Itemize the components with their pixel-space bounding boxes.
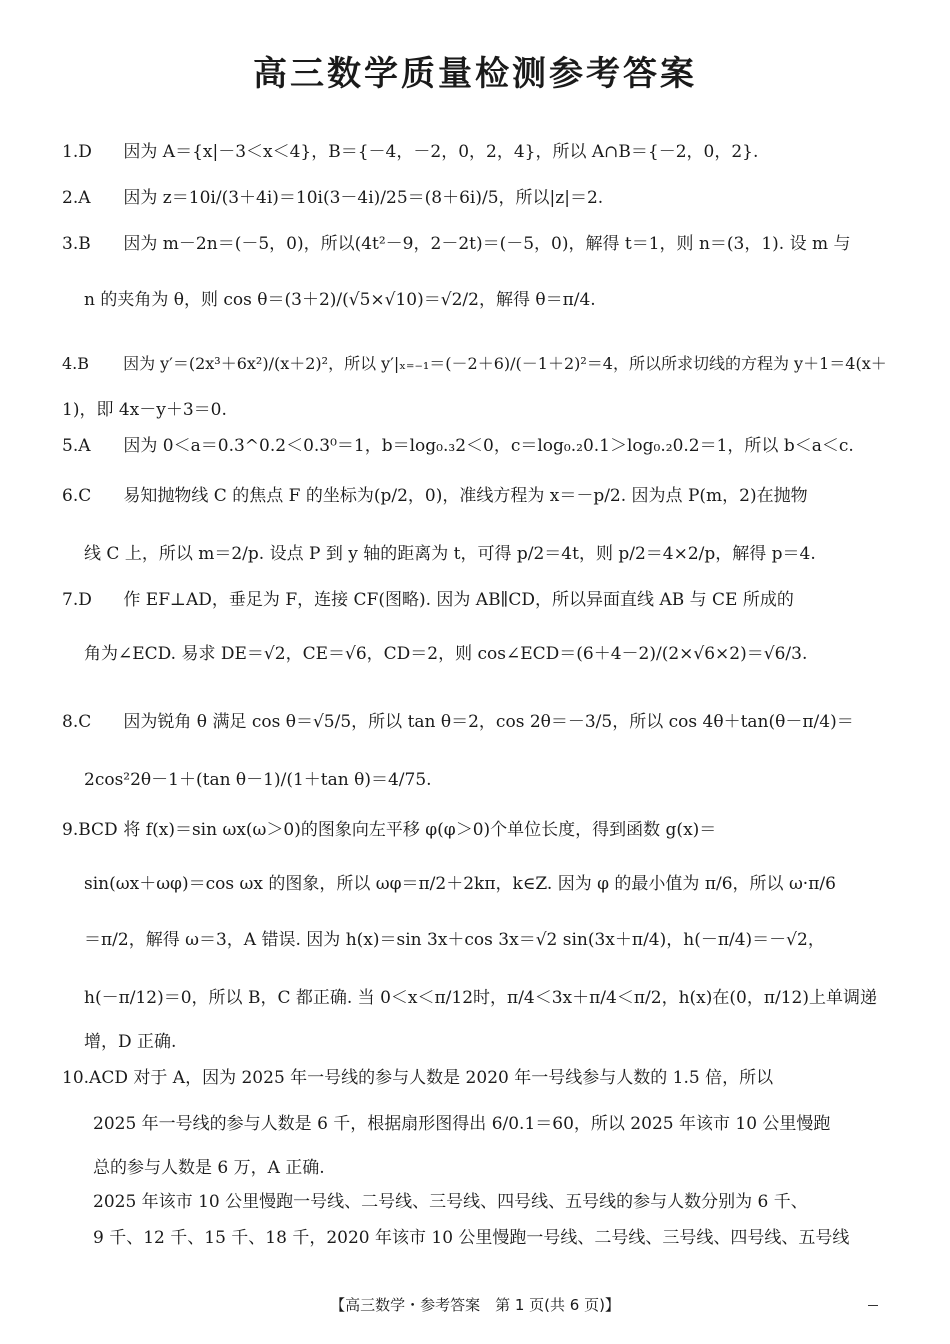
- answer-9: 9.BCD 将 f(x)＝sin ωx(ω＞0)的图象向左平移 φ(φ＞0)个单位长度，得到函数 g(x)＝: [62, 820, 717, 840]
- answer-line: 增，D 正确.: [84, 1032, 177, 1052]
- answer-2: 2.A 因为 z＝10i/(3＋4i)＝10i(3－4i)/25＝(8＋6i)/5，所以|z|＝2.: [62, 188, 604, 208]
- answer-8: 8.C 因为锐角 θ 满足 cos θ＝√5/5，所以 tan θ＝2，cos 2θ＝－3/5，所以 cos 4θ＋tan(θ－π/4)＝: [62, 712, 854, 732]
- answer-3: 3.B 因为 m－2n＝(－5，0)，所以(4t²－9，2－2t)＝(－5，0)，解得 t＝1，则 n＝(3，1). 设 m 与: [62, 234, 851, 254]
- answer-10-cont-1: [93, 1112, 830, 1136]
- corner-mark: [868, 1305, 878, 1306]
- answer-line: 因为锐角 θ 满足 cos θ＝√5/5，所以 tan θ＝2，cos 2θ＝－3/5，所以 cos 4θ＋tan(θ－π/4)＝: [123, 712, 854, 732]
- answer-line: 1)，即 4x－y＋3＝0.: [62, 400, 227, 420]
- answer-7: 7.D 作 EF⊥AD，垂足为 F，连接 CF(图略). 因为 AB∥CD，所以异面直线 AB 与 CE 所成的: [62, 590, 794, 610]
- answer-4-cont: [62, 398, 227, 422]
- answer-9-cont-2: [84, 928, 825, 952]
- answer-line: h(－π/12)＝0，所以 B，C 都正确. 当 0＜x＜π/12时，π/4＜3x＋π/4＜π/2，h(x)在(0，π/12)上单调递: [84, 988, 877, 1008]
- answer-9-cont-4: [84, 1030, 176, 1054]
- answer-10-cont-2: [93, 1156, 325, 1180]
- answer-line: 因为 z＝10i/(3＋4i)＝10i(3－4i)/25＝(8＋6i)/5，所以|z|＝2.: [123, 188, 604, 208]
- answer-line: 9 千、12 千、15 千、18 千，2020 年该市 10 公里慢跑一号线、二号线、三号线、四号线、五号线: [93, 1228, 850, 1248]
- answer-4: 4.B 因为 y′＝(2x³＋6x²)/(x＋2)²，所以 y′|ₓ₌₋₁＝(－2＋6)/(－1＋2)²＝4，所以所求切线的方程为 y＋1＝4(x＋: [62, 354, 887, 373]
- answer-line: 作 EF⊥AD，垂足为 F，连接 CF(图略). 因为 AB∥CD，所以异面直线 AB 与 CE 所成的: [123, 590, 794, 610]
- answer-line: n 的夹角为 θ，则 cos θ＝(3＋2)/(√5×√10)＝√2/2，解得 θ＝π/4.: [84, 290, 596, 310]
- answer-9-cont-1: [84, 872, 836, 896]
- answer-line: 因为 m－2n＝(－5，0)，所以(4t²－9，2－2t)＝(－5，0)，解得 t＝1，则 n＝(3，1). 设 m 与: [123, 234, 851, 254]
- answer-1: 1.D 因为 A＝{x|－3＜x＜4}，B＝{－4，－2，0，2，4}，所以 A∩B＝{－2，0，2}.: [62, 142, 759, 162]
- answer-line: 因为 A＝{x|－3＜x＜4}，B＝{－4，－2，0，2，4}，所以 A∩B＝{－2，0，2}.: [123, 142, 759, 162]
- answer-6: 6.C 易知抛物线 C 的焦点 F 的坐标为(p/2，0)，准线方程为 x＝－p/2. 因为点 P(m，2)在抛物: [62, 486, 808, 506]
- answer-line: 总的参与人数是 6 万，A 正确.: [93, 1158, 325, 1178]
- answer-9-cont-3: [84, 986, 877, 1010]
- answer-line: 将 f(x)＝sin ωx(ω＞0)的图象向左平移 φ(φ＞0)个单位长度，得到函数 g(x)＝: [123, 820, 717, 840]
- answer-line: 2cos²2θ－1＋(tan θ－1)/(1＋tan θ)＝4/75.: [84, 770, 432, 790]
- answer-line: 2025 年一号线的参与人数是 6 千，根据扇形图得出 6/0.1＝60，所以 2025 年该市 10 公里慢跑: [93, 1114, 831, 1134]
- answer-line: ＝π/2，解得 ω＝3，A 错误. 因为 h(x)＝sin 3x＋cos 3x＝√2 sin(3x＋π/4)，h(－π/4)＝－√2，: [84, 930, 825, 950]
- answer-8-cont: [84, 768, 432, 792]
- answer-line: 线 C 上，所以 m＝2/p. 设点 P 到 y 轴的距离为 t，可得 p/2＝4t，则 p/2＝4×2/p，解得 p＝4.: [84, 544, 816, 564]
- answer-line: 2025 年该市 10 公里慢跑一号线、二号线、三号线、四号线、五号线的参与人数分别为 6 千、: [93, 1192, 808, 1212]
- answer-3-cont: [84, 288, 596, 312]
- answer-line: 对于 A，因为 2025 年一号线的参与人数是 2020 年一号线参与人数的 1.5 倍，所以: [133, 1068, 774, 1088]
- answer-5: 5.A 因为 0＜a＝0.3^0.2＜0.3⁰＝1，b＝log₀.₃2＜0，c＝log₀.₂0.1＞log₀.₂0.2＝1，所以 b＜a＜c.: [62, 436, 854, 456]
- answer-6-cont: [84, 542, 816, 566]
- page-title: 高三数学质量检测参考答案: [253, 54, 697, 94]
- answer-line: 因为 y′＝(2x³＋6x²)/(x＋2)²，所以 y′|ₓ₌₋₁＝(－2＋6)/(－1＋2)²＝4，所以所求切线的方程为 y＋1＝4(x＋: [123, 354, 887, 373]
- answer-7-cont: [84, 642, 807, 666]
- answer-line: 角为∠ECD. 易求 DE＝√2，CE＝√6，CD＝2，则 cos∠ECD＝(6＋4－2)/(2×√6×2)＝√6/3.: [84, 644, 808, 664]
- answer-line: sin(ωx＋ωφ)＝cos ωx 的图象，所以 ωφ＝π/2＋2kπ，k∈Z. 因为 φ 的最小值为 π/6，所以 ω·π/6: [84, 874, 836, 894]
- answer-line: 易知抛物线 C 的焦点 F 的坐标为(p/2，0)，准线方程为 x＝－p/2. 因为点 P(m，2)在抛物: [123, 486, 808, 506]
- answer-line: 因为 0＜a＝0.3^0.2＜0.3⁰＝1，b＝log₀.₃2＜0，c＝log₀.₂0.1＞log₀.₂0.2＝1，所以 b＜a＜c.: [123, 436, 854, 456]
- page-footer: 【高三数学・参考答案 第 1 页(共 6 页)】: [330, 1296, 620, 1314]
- answer-10: 10.ACD 对于 A，因为 2025 年一号线的参与人数是 2020 年一号线参与人数的 1.5 倍，所以: [62, 1068, 774, 1088]
- answer-10-cont-3: [93, 1190, 808, 1214]
- answer-10-cont-4: [93, 1226, 849, 1250]
